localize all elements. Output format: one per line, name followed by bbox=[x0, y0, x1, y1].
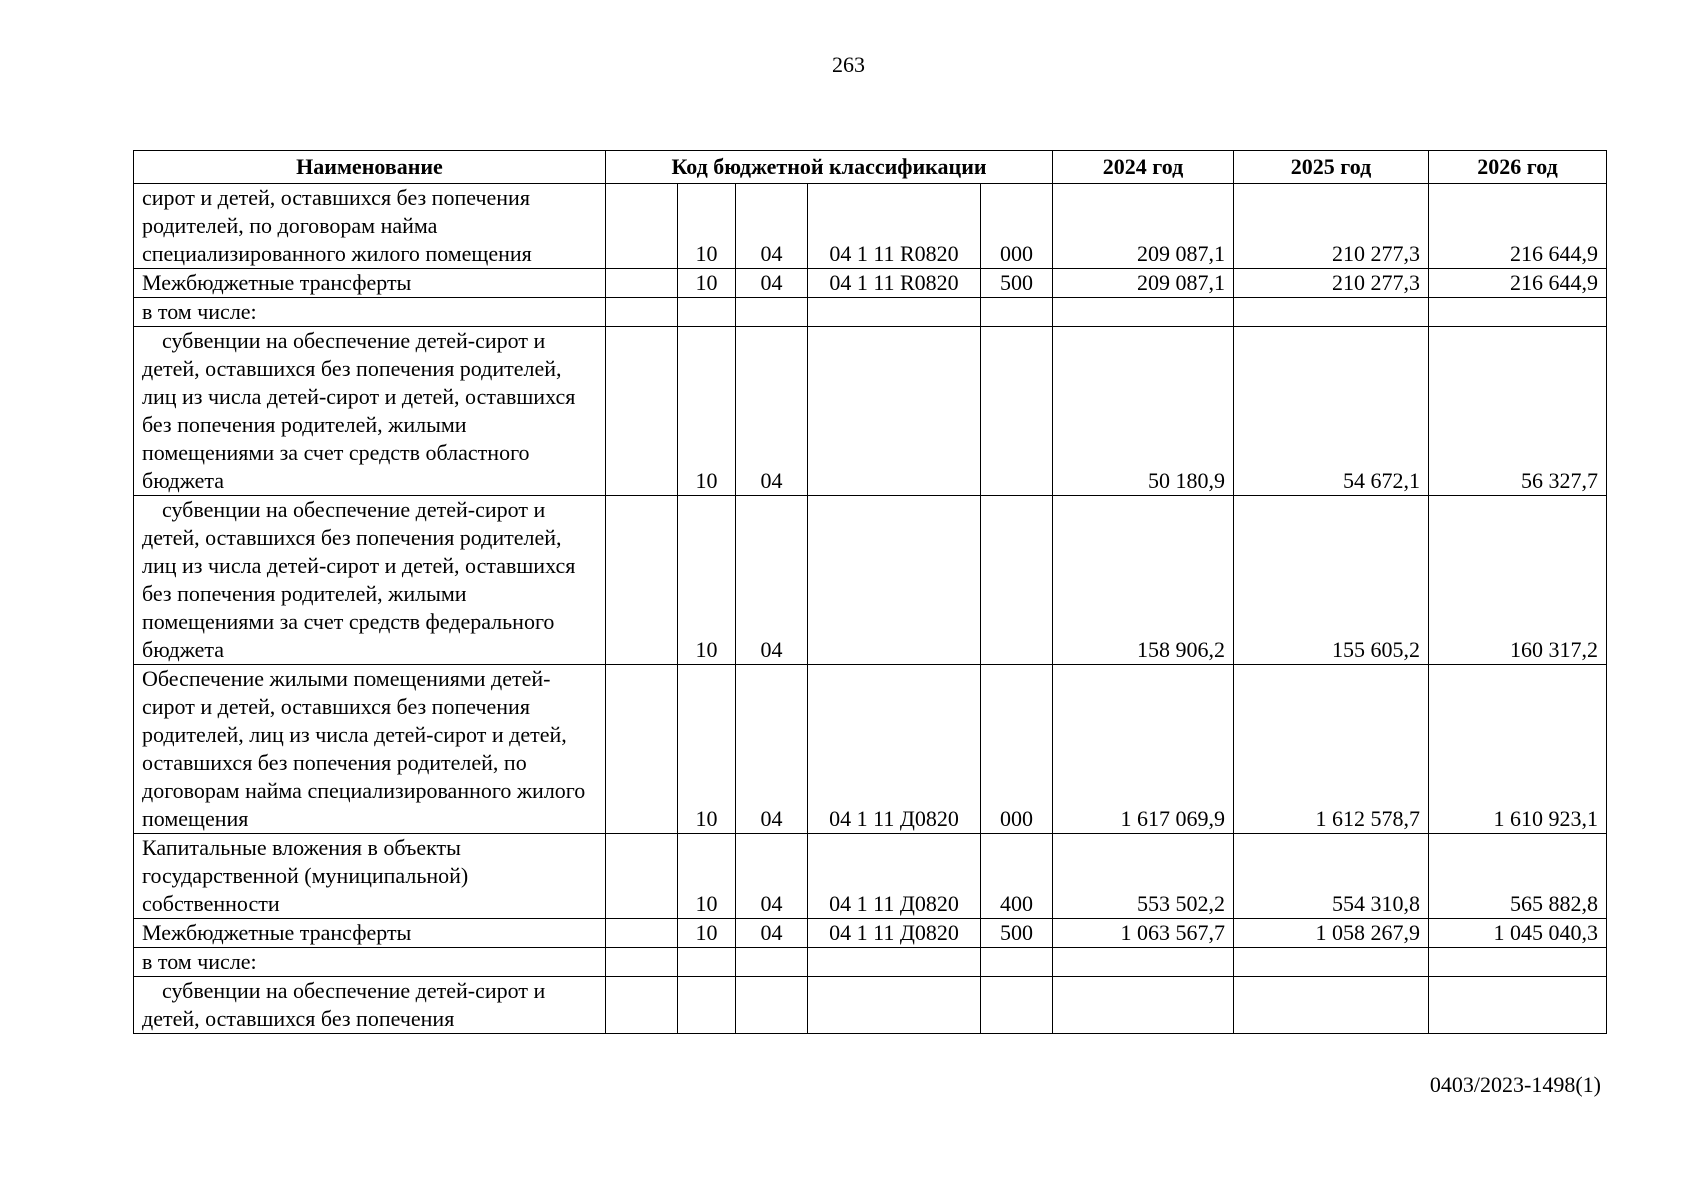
cell-code-target bbox=[808, 298, 981, 327]
cell-2026: 216 644,9 bbox=[1429, 184, 1607, 269]
cell-code-subsection: 04 bbox=[736, 496, 808, 665]
header-2026: 2026 год bbox=[1429, 151, 1607, 184]
cell-code-section: 10 bbox=[678, 269, 736, 298]
cell-2024 bbox=[1053, 977, 1234, 1034]
cell-code-section bbox=[678, 298, 736, 327]
table-row bbox=[134, 919, 1607, 948]
cell-2024 bbox=[1053, 298, 1234, 327]
cell-name: субвенции на обеспечение детей-сирот и детей, оставшихся без попечения bbox=[134, 977, 606, 1034]
cell-2025: 155 605,2 bbox=[1234, 496, 1429, 665]
cell-code-1 bbox=[606, 496, 678, 665]
cell-code-1 bbox=[606, 948, 678, 977]
cell-code-section: 10 bbox=[678, 184, 736, 269]
cell-code-subsection: 04 bbox=[736, 327, 808, 496]
cell-name: субвенции на обеспечение детей-сирот и детей, оставшихся без попечения родителей, лиц из числа детей-сирот и детей, оставшихся без попечения родителей, жилыми помещениями за счет средств областного бюджета bbox=[134, 327, 606, 496]
cell-code-target: 04 1 11 R0820 bbox=[808, 184, 981, 269]
cell-code-subsection bbox=[736, 948, 808, 977]
cell-code-subsection: 04 bbox=[736, 184, 808, 269]
cell-name: Межбюджетные трансферты bbox=[134, 269, 606, 298]
cell-2024: 209 087,1 bbox=[1053, 269, 1234, 298]
cell-2025: 210 277,3 bbox=[1234, 269, 1429, 298]
cell-2025: 210 277,3 bbox=[1234, 184, 1429, 269]
cell-code-1 bbox=[606, 834, 678, 919]
cell-name: Капитальные вложения в объекты государственной (муниципальной) собственности bbox=[134, 834, 606, 919]
table-row bbox=[134, 269, 1607, 298]
cell-code-subsection: 04 bbox=[736, 919, 808, 948]
header-name: Наименование bbox=[134, 151, 606, 184]
cell-2025: 554 310,8 bbox=[1234, 834, 1429, 919]
cell-2024 bbox=[1053, 948, 1234, 977]
cell-2026: 216 644,9 bbox=[1429, 269, 1607, 298]
cell-code-target bbox=[808, 977, 981, 1034]
cell-code-expense-type: 500 bbox=[981, 919, 1053, 948]
cell-code-1 bbox=[606, 298, 678, 327]
cell-2026: 160 317,2 bbox=[1429, 496, 1607, 665]
table-header-row bbox=[134, 151, 1607, 184]
cell-code-target: 04 1 11 Д0820 bbox=[808, 834, 981, 919]
table-body bbox=[134, 184, 1607, 1034]
cell-2024: 50 180,9 bbox=[1053, 327, 1234, 496]
cell-code-target: 04 1 11 Д0820 bbox=[808, 665, 981, 834]
cell-2025 bbox=[1234, 977, 1429, 1034]
cell-code-1 bbox=[606, 665, 678, 834]
table-row bbox=[134, 977, 1607, 1034]
document-code: 0403/2023-1498(1) bbox=[1429, 1072, 1601, 1097]
cell-2026: 565 882,8 bbox=[1429, 834, 1607, 919]
cell-code-section: 10 bbox=[678, 834, 736, 919]
header-code: Код бюджетной классификации bbox=[606, 151, 1053, 184]
cell-code-target: 04 1 11 R0820 bbox=[808, 269, 981, 298]
table-row bbox=[134, 184, 1607, 269]
cell-2025: 54 672,1 bbox=[1234, 327, 1429, 496]
cell-code-section: 10 bbox=[678, 496, 736, 665]
cell-code-expense-type bbox=[981, 977, 1053, 1034]
cell-name: сирот и детей, оставшихся без попечения родителей, по договорам найма специализированного жилого помещения bbox=[134, 184, 606, 269]
cell-2025: 1 058 267,9 bbox=[1234, 919, 1429, 948]
cell-code-expense-type bbox=[981, 298, 1053, 327]
header-2025: 2025 год bbox=[1234, 151, 1429, 184]
cell-code-section: 10 bbox=[678, 919, 736, 948]
cell-2024: 553 502,2 bbox=[1053, 834, 1234, 919]
cell-code-expense-type bbox=[981, 327, 1053, 496]
cell-code-target bbox=[808, 948, 981, 977]
cell-code-expense-type bbox=[981, 496, 1053, 665]
cell-code-1 bbox=[606, 977, 678, 1034]
cell-code-section bbox=[678, 977, 736, 1034]
cell-code-subsection bbox=[736, 298, 808, 327]
cell-2026 bbox=[1429, 948, 1607, 977]
cell-code-expense-type: 000 bbox=[981, 665, 1053, 834]
cell-code-subsection bbox=[736, 977, 808, 1034]
cell-2024: 1 617 069,9 bbox=[1053, 665, 1234, 834]
cell-code-expense-type: 000 bbox=[981, 184, 1053, 269]
cell-code-subsection: 04 bbox=[736, 269, 808, 298]
cell-code-1 bbox=[606, 184, 678, 269]
page-number: 263 bbox=[832, 52, 865, 77]
cell-code-subsection: 04 bbox=[736, 665, 808, 834]
cell-code-section bbox=[678, 948, 736, 977]
cell-name: в том числе: bbox=[134, 948, 606, 977]
cell-2024: 209 087,1 bbox=[1053, 184, 1234, 269]
budget-table bbox=[133, 150, 1607, 1034]
cell-code-target bbox=[808, 327, 981, 496]
cell-2024: 1 063 567,7 bbox=[1053, 919, 1234, 948]
cell-code-section: 10 bbox=[678, 665, 736, 834]
table-row bbox=[134, 496, 1607, 665]
cell-code-1 bbox=[606, 919, 678, 948]
cell-2026: 1 610 923,1 bbox=[1429, 665, 1607, 834]
cell-2025 bbox=[1234, 948, 1429, 977]
cell-2026: 1 045 040,3 bbox=[1429, 919, 1607, 948]
cell-name: в том числе: bbox=[134, 298, 606, 327]
cell-name: субвенции на обеспечение детей-сирот и детей, оставшихся без попечения родителей, лиц из числа детей-сирот и детей, оставшихся без попечения родителей, жилыми помещениями за счет средств федерального бюджета bbox=[134, 496, 606, 665]
cell-2025 bbox=[1234, 298, 1429, 327]
table-row bbox=[134, 834, 1607, 919]
cell-code-expense-type bbox=[981, 948, 1053, 977]
cell-2025: 1 612 578,7 bbox=[1234, 665, 1429, 834]
header-2024: 2024 год bbox=[1053, 151, 1234, 184]
table-row bbox=[134, 327, 1607, 496]
cell-code-section: 10 bbox=[678, 327, 736, 496]
cell-2024: 158 906,2 bbox=[1053, 496, 1234, 665]
cell-name: Обеспечение жилыми помещениями детей-сирот и детей, оставшихся без попечения родителей, лиц из числа детей-сирот и детей, оставшихся без попечения родителей, по договорам найма специализированного жилого помещения bbox=[134, 665, 606, 834]
cell-2026 bbox=[1429, 977, 1607, 1034]
cell-2026: 56 327,7 bbox=[1429, 327, 1607, 496]
table-row bbox=[134, 665, 1607, 834]
cell-code-1 bbox=[606, 269, 678, 298]
cell-code-expense-type: 500 bbox=[981, 269, 1053, 298]
cell-code-target bbox=[808, 496, 981, 665]
cell-code-expense-type: 400 bbox=[981, 834, 1053, 919]
cell-code-target: 04 1 11 Д0820 bbox=[808, 919, 981, 948]
cell-code-subsection: 04 bbox=[736, 834, 808, 919]
table-row bbox=[134, 298, 1607, 327]
cell-2026 bbox=[1429, 298, 1607, 327]
cell-name: Межбюджетные трансферты bbox=[134, 919, 606, 948]
cell-code-1 bbox=[606, 327, 678, 496]
table-row bbox=[134, 948, 1607, 977]
